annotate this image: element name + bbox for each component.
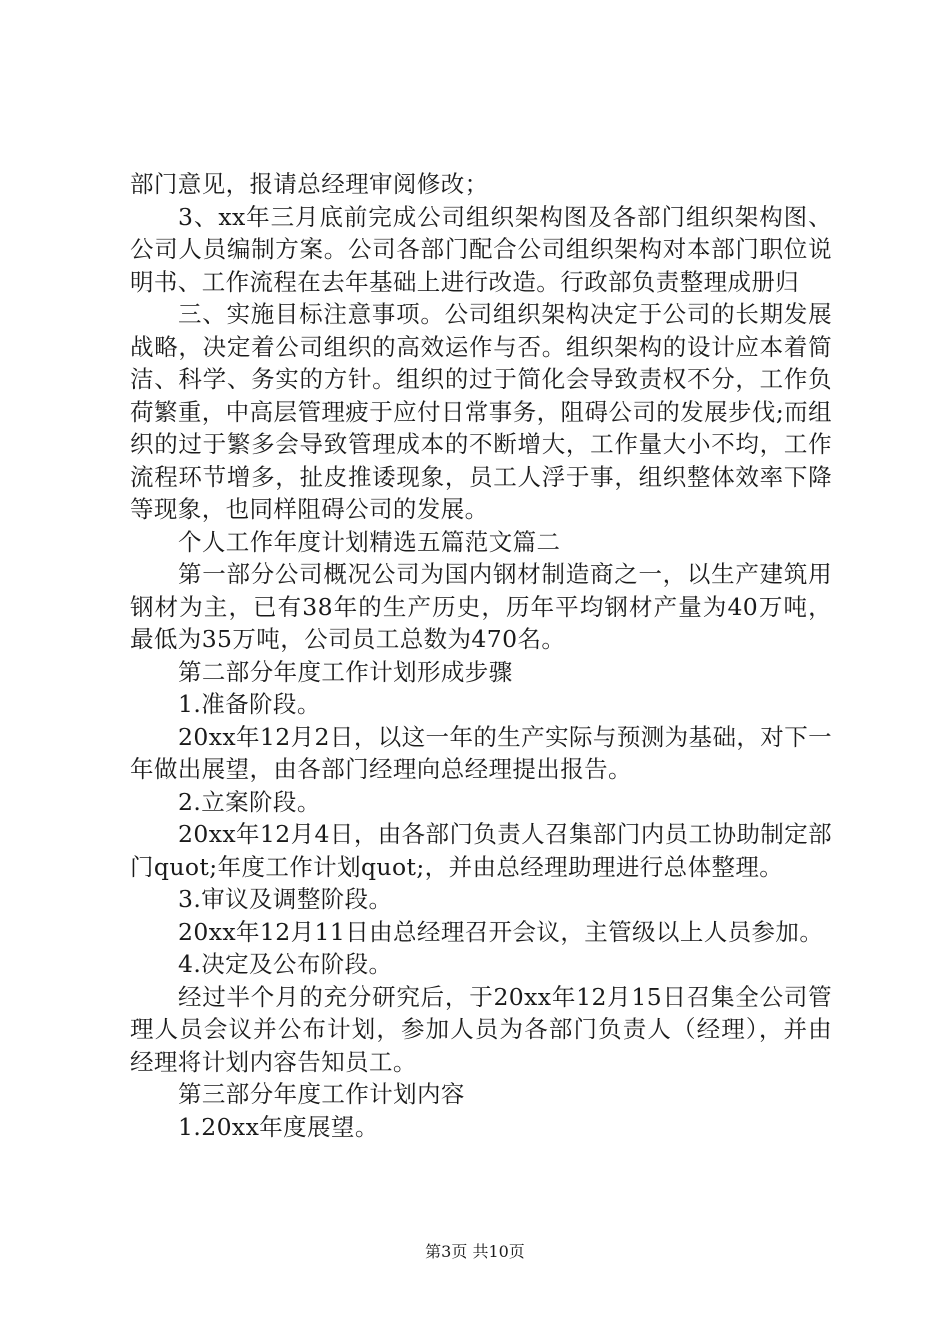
paragraph: 20xx年12月2日，以这一年的生产实际与预测为基础，对下一年做出展望，由各部门经理向总经理提出报告。	[130, 722, 832, 783]
paragraph: 第一部分公司概况公司为国内钢材制造商之一，以生产建筑用钢材为主，已有38年的生产历史，历年平均钢材产量为40万吨，最低为35万吨，公司员工总数为470名。	[130, 560, 832, 653]
paragraph: 部门意见，报请总经理审阅修改；	[130, 170, 489, 198]
paragraph: 3、xx年三月底前完成公司组织架构图及各部门组织架构图、公司人员编制方案。公司各部门配合公司组织架构对本部门职位说明书、工作流程在去年基础上进行改造。行政部负责整理成册归	[130, 202, 832, 296]
step-heading: 1.20xx年度展望。	[178, 1112, 379, 1141]
step-heading: 2.立案阶段。	[178, 787, 321, 816]
section-heading: 第二部分年度工作计划形成步骤	[178, 657, 513, 686]
paragraph: 20xx年12月4日，由各部门负责人召集部门内员工协助制定部门quot;年度工作计划quot;，并由总经理助理进行总体整理。	[130, 820, 832, 881]
page-number-footer: 第3页 共10页	[425, 1242, 525, 1261]
document-body	[130, 168, 832, 1143]
section-heading: 第三部分年度工作计划内容	[178, 1080, 465, 1108]
step-heading: 1.准备阶段。	[178, 690, 321, 718]
step-heading: 4.决定及公布阶段。	[178, 950, 393, 978]
paragraph: 经过半个月的充分研究后，于20xx年12月15日召集全公司管理人员会议并公布计划，参加人员为各部门负责人（经理），并由经理将计划内容告知员工。	[130, 982, 832, 1076]
paragraph: 三、实施目标注意事项。公司组织架构决定于公司的长期发展战略，决定着公司组织的高效运作与否。组织架构的设计应本着简洁、科学、务实的方针。组织的过于简化会导致责权不分，工作负荷繁重，中高层管理疲于应付日常事务，阻碍公司的发展步伐;而组织的过于繁多会导致管理成本的不断增大，工作量大小不均，工作流程环节增多，扯皮推诿现象，员工人浮于事，组织整体效率下降等现象，也同样阻碍公司的发展。	[130, 300, 832, 523]
section-heading: 个人工作年度计划精选五篇范文篇二	[178, 527, 561, 556]
step-heading: 3.审议及调整阶段。	[178, 885, 393, 913]
paragraph: 20xx年12月11日由总经理召开会议，主管级以上人员参加。	[178, 917, 824, 946]
